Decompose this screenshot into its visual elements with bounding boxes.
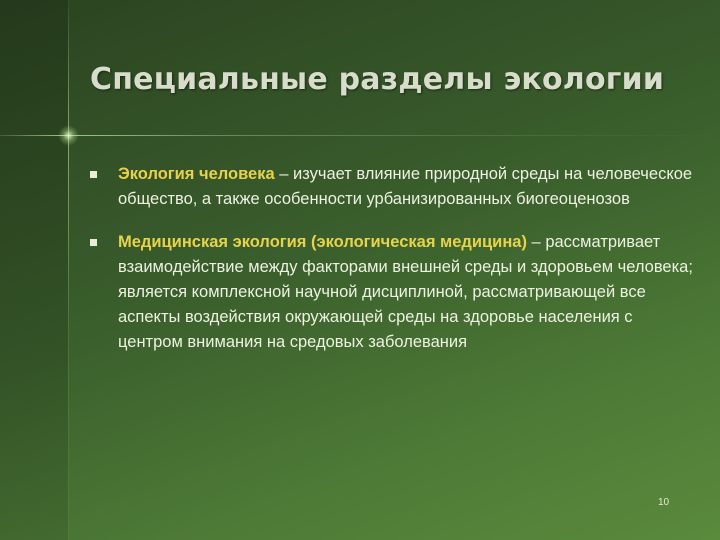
crosshair-glow [58, 125, 79, 146]
left-decorative-band [0, 0, 68, 540]
bullet-item [88, 162, 698, 212]
bullet-term: Экология человека [118, 165, 275, 183]
slide-title: Специальные разделы экологии [90, 62, 665, 97]
square-bullet-icon [90, 171, 97, 178]
square-bullet-icon [90, 239, 97, 246]
bullet-description: – рассматривает взаимодействие между факторами внешней среды и здоровьем человека; является комплексной научной дисциплиной, рассматривающей все аспекты воздействия окружающей среды на здоровье населения с центром внимания на средовых заболевания [118, 233, 693, 351]
horizontal-accent-line [0, 135, 720, 136]
page-number: 10 [658, 497, 670, 508]
bullet-text [118, 162, 698, 212]
bullet-description: – изучает влияние природной среды на человеческое общество, а также особенности урбанизированных биогеоценозов [118, 165, 693, 208]
bullet-item [88, 230, 698, 355]
bullet-term: Медицинская экология (экологическая медицина) [118, 233, 527, 251]
vertical-accent-line [68, 0, 69, 540]
bullet-list [88, 162, 698, 373]
bullet-text [118, 230, 698, 355]
